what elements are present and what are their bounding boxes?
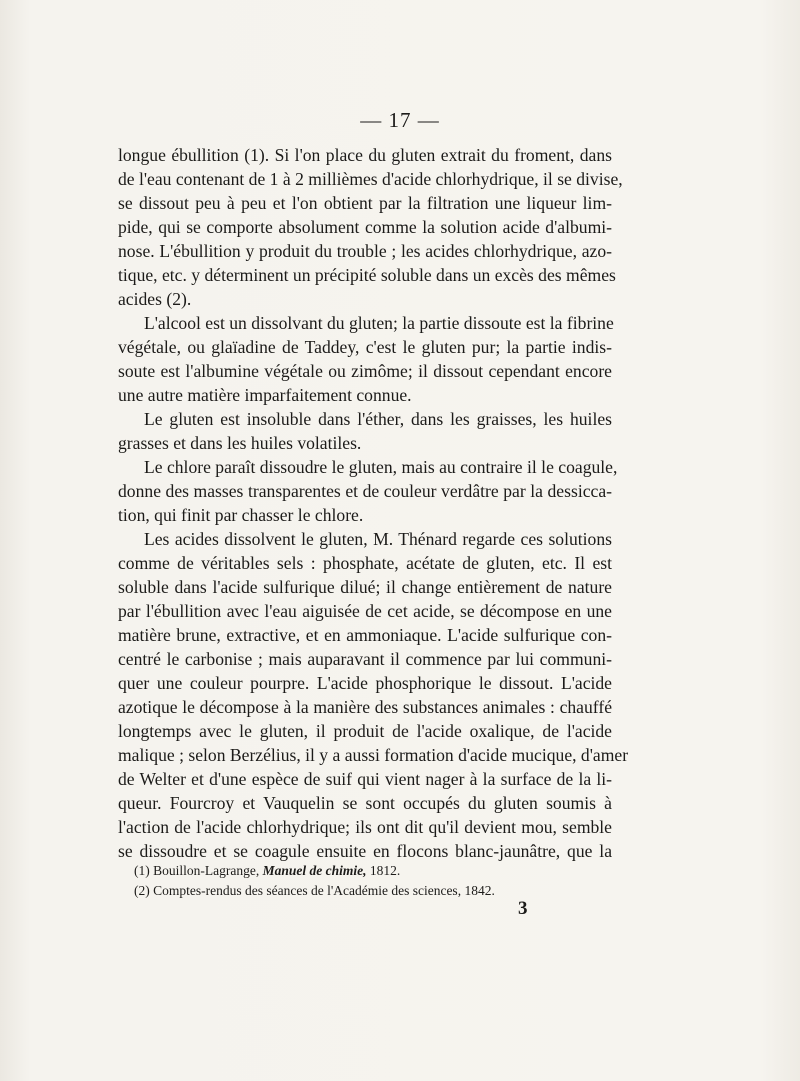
text-line: une autre matière imparfaitement connue. — [118, 385, 412, 405]
text-line: acides (2). — [118, 289, 192, 309]
text-line: quer une couleur pourpre. L'acide phosphorique le dissout. L'acide — [118, 673, 612, 693]
text-line: se dissoudre et se coagule ensuite en flocons blanc-jaunâtre, que la — [118, 841, 612, 861]
text-line: tique, etc. y déterminent un précipité soluble dans un excès des mêmes — [118, 265, 616, 285]
signature-mark: 3 — [518, 898, 528, 919]
footnote-suffix: 1812. — [366, 863, 401, 878]
text-line: Le chlore paraît dissoudre le gluten, mais au contraire il le coagule, — [144, 457, 618, 477]
body-text — [118, 143, 629, 863]
text-line: soute est l'albumine végétale ou zimôme; il dissout cependant encore — [118, 361, 612, 381]
text-line: se dissout peu à peu et l'on obtient par la filtration une liqueur lim- — [118, 193, 612, 213]
text-line: nose. L'ébullition y produit du trouble ; les acides chlorhydrique, azo- — [118, 241, 612, 261]
text-line: queur. Fourcroy et Vauquelin se sont occupés du gluten soumis à — [118, 793, 612, 813]
footnotes — [134, 861, 554, 901]
text-line: malique ; selon Berzélius, il y a aussi formation d'acide mucique, d'amer — [118, 745, 629, 765]
page-number: — 17 — — [360, 108, 440, 132]
text-line: comme de véritables sels : phosphate, acétate de gluten, etc. Il est — [118, 553, 612, 573]
text-line: matière brune, extractive, et en ammoniaque. L'acide sulfurique con- — [118, 625, 612, 645]
text-line: soluble dans l'acide sulfurique dilué; il change entièrement de nature — [118, 577, 612, 597]
text-line: longue ébullition (1). Si l'on place du gluten extrait du froment, dans — [118, 145, 612, 165]
footnote — [134, 881, 554, 901]
text-line: Les acides dissolvent le gluten, M. Thénard regarde ces solutions — [144, 529, 612, 549]
text-line: de l'eau contenant de 1 à 2 millièmes d'acide chlorhydrique, il se divise, — [118, 169, 623, 189]
text-line: par l'ébullition avec l'eau aiguisée de cet acide, se décompose en une — [118, 601, 612, 621]
footnote-text: (2) Comptes-rendus des séances de l'Académie des sciences, 1842. — [134, 883, 495, 898]
text-line: tion, qui finit par chasser le chlore. — [118, 505, 364, 525]
text-line: azotique le décompose à la manière des substances animales : chauffé — [118, 697, 612, 717]
text-line: L'alcool est un dissolvant du gluten; la partie dissoute est la fibrine — [144, 313, 614, 333]
footnote-title: Manuel de chimie, — [262, 863, 367, 878]
text-line: l'action de l'acide chlorhydrique; ils ont dit qu'il devient mou, semble — [118, 817, 612, 837]
footnote-text: (1) Bouillon-Lagrange, — [134, 863, 263, 878]
text-line: donne des masses transparentes et de couleur verdâtre par la dessicca- — [118, 481, 612, 501]
text-line: Le gluten est insoluble dans l'éther, dans les graisses, les huiles — [144, 409, 612, 429]
text-line: pide, qui se comporte absolument comme la solution acide d'albumi- — [118, 217, 612, 237]
text-line: centré le carbonise ; mais auparavant il commence par lui communi- — [118, 649, 612, 669]
text-line: végétale, ou glaïadine de Taddey, c'est le gluten pur; la partie indis- — [118, 337, 612, 357]
text-line: grasses et dans les huiles volatiles. — [118, 433, 362, 453]
text-line: de Welter et d'une espèce de suif qui vient nager à la surface de la li- — [118, 769, 612, 789]
text-line: longtemps avec le gluten, il produit de l'acide oxalique, de l'acide — [118, 721, 612, 741]
footnote — [134, 861, 554, 881]
